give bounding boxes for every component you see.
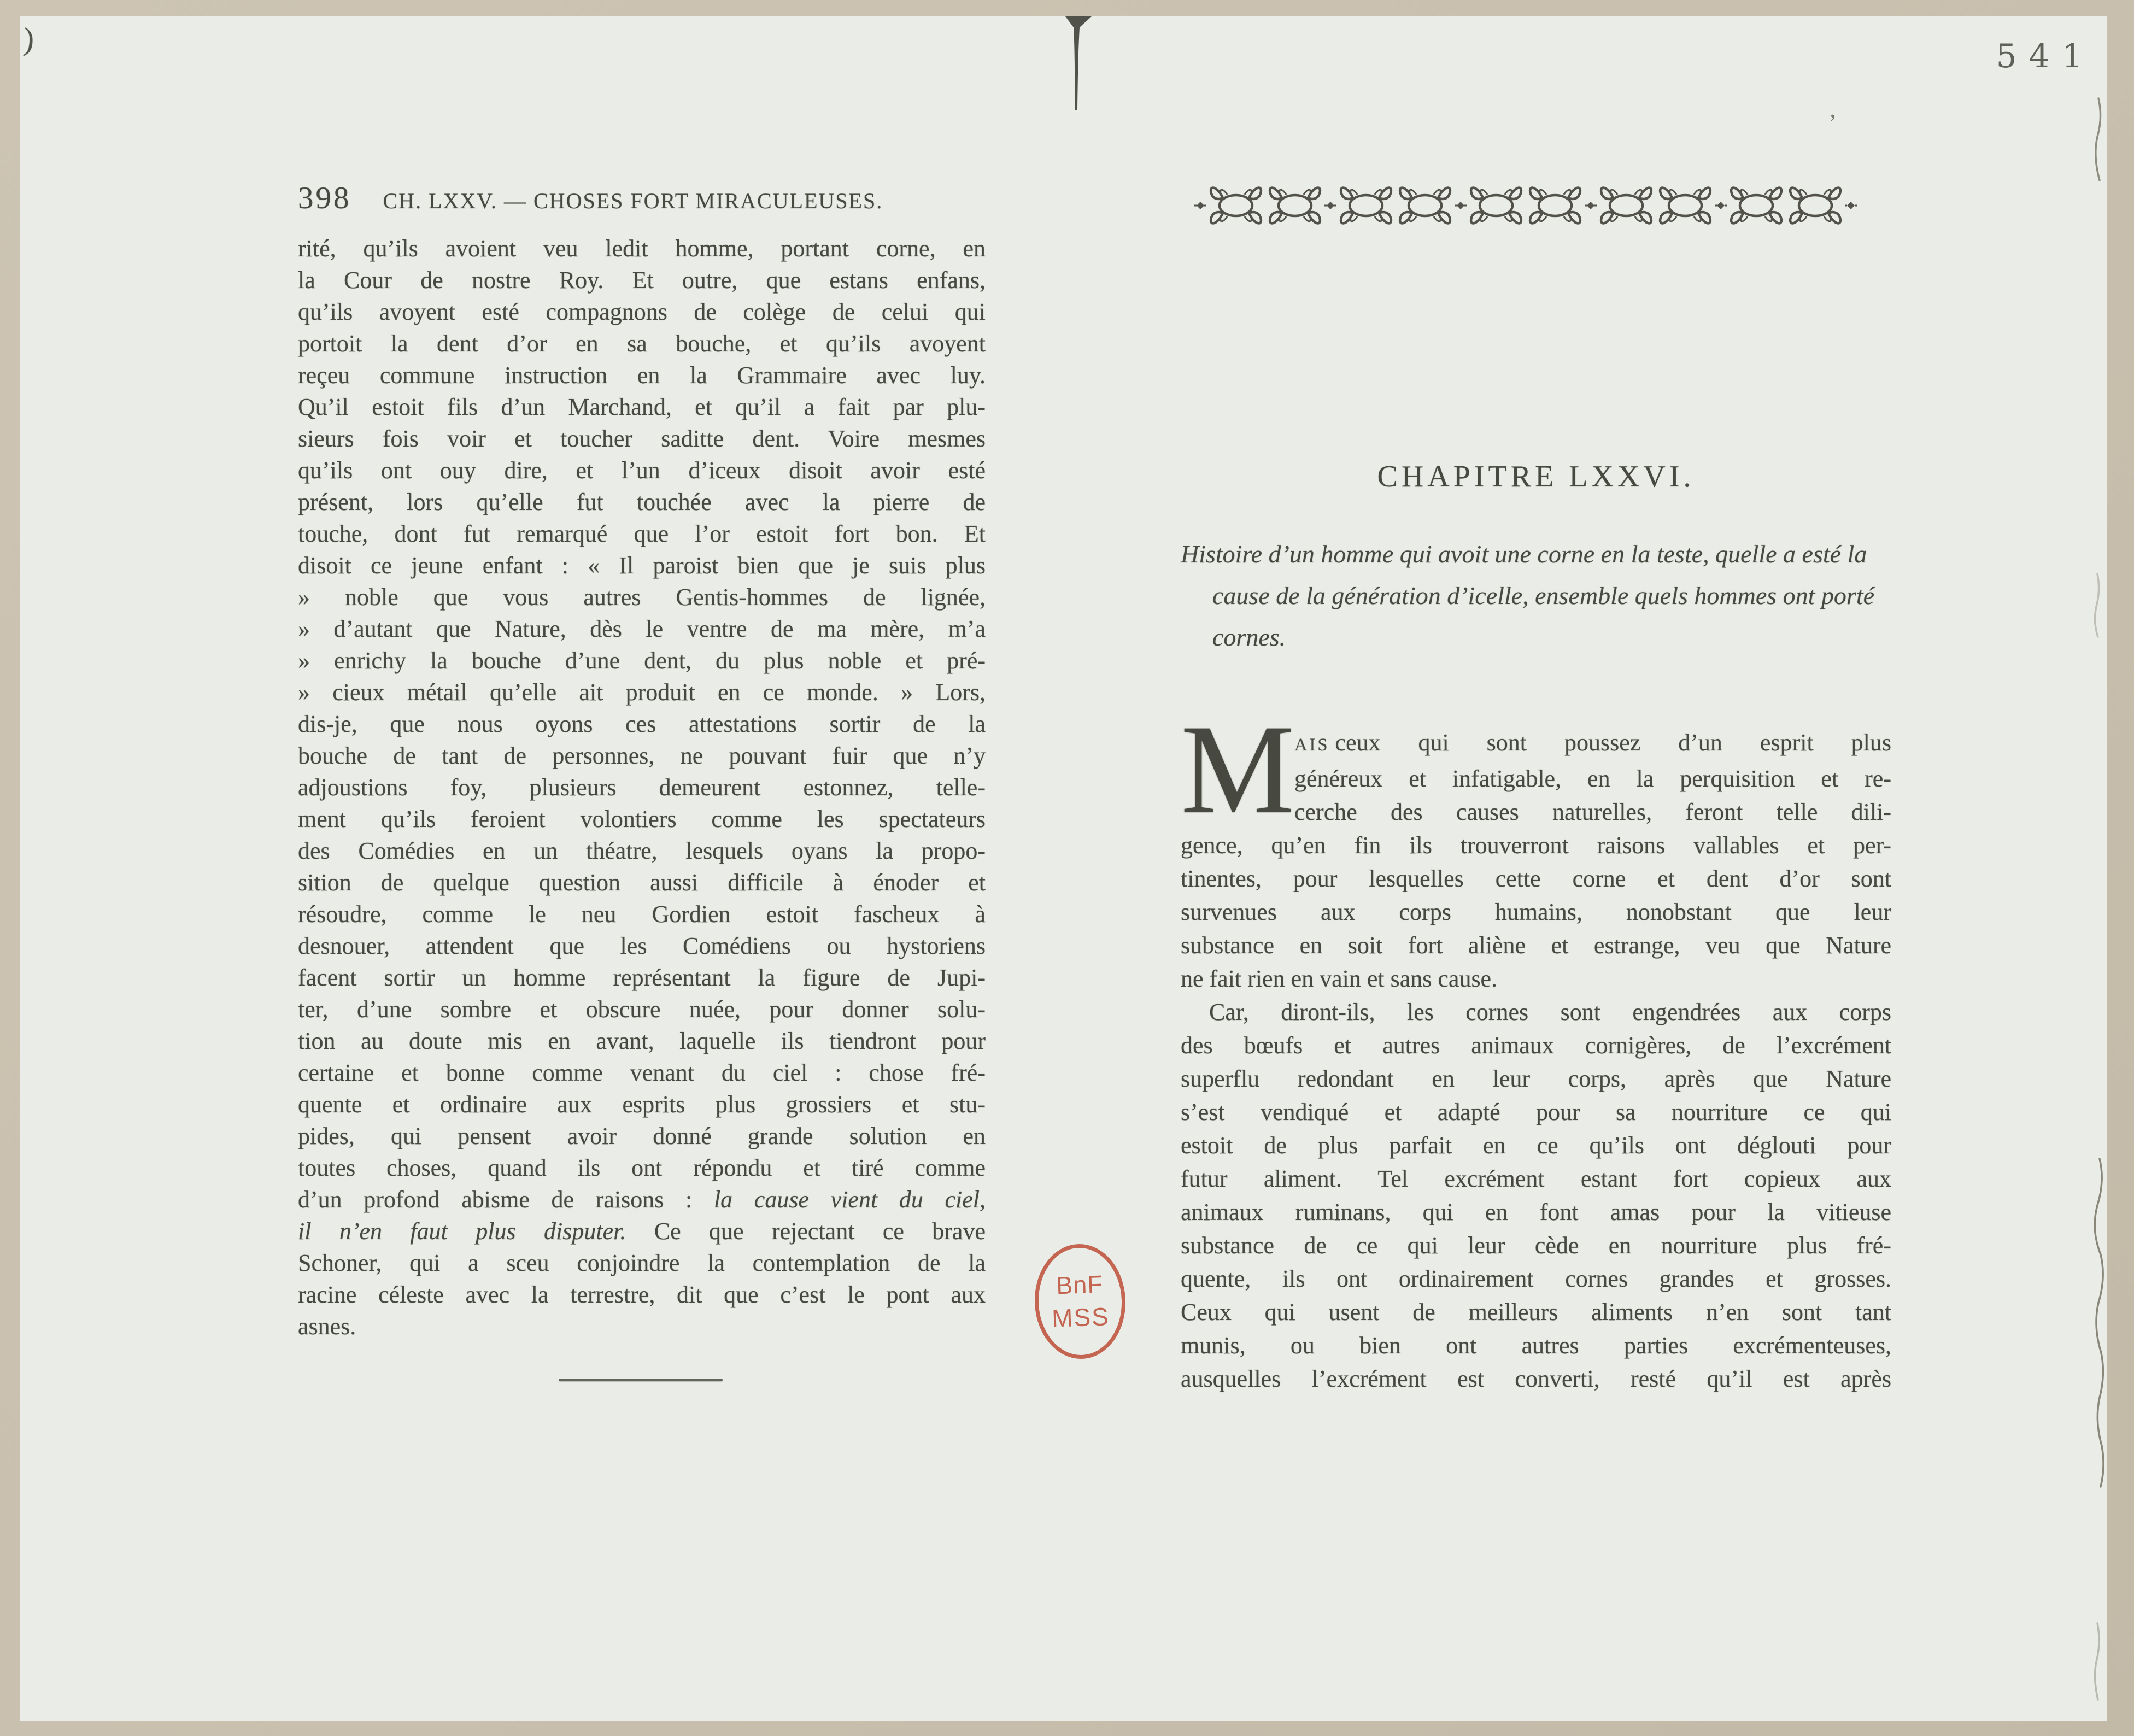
text-line: Car, diront-ils, les cornes sont engendrées aux corps (1209, 999, 1891, 1025)
left-page-number: 398 (298, 181, 351, 215)
text-line: tinentes, pour lesquelles cette corne et dent d’or sont (1181, 865, 1891, 892)
text-line: Qu’il estoit fils d’un Marchand, et qu’il a fait par plu- (298, 394, 986, 420)
text-line: substance en soit fort aliène et estrange, veu que Nature (1181, 932, 1891, 959)
text-line: animaux ruminans, qui en font amas pour la vitieuse (1181, 1199, 1891, 1225)
chapter-subtitle: Histoire d’un homme qui avoit une corne en la teste, quelle a esté la cause de la génération d’icelle, ensemble quels hommes ont porté cornes. (1181, 540, 1875, 651)
smallcaps-lead: AIS (1294, 735, 1330, 755)
text-line: quente et ordinaire aux esprits plus grossiers et stu- (298, 1091, 986, 1118)
text-line: généreux et infatigable, en la perquisition et re- (1294, 765, 1891, 792)
text-line: » enrichy la bouche d’une dent, du plus noble et pré- (298, 647, 986, 674)
text-line: résoudre, comme le neu Gordien estoit fascheux à (298, 901, 986, 928)
text-line: » d’autant que Nature, dès le ventre de ma mère, m’a (298, 615, 986, 642)
text-line: bouche de tant de personnes, ne pouvant fuir que n’y (298, 742, 986, 769)
stray-ink-mark: ’ (1828, 109, 1837, 137)
left-page-header (298, 180, 988, 223)
text-line: des bœufs et autres animaux cornigères, de l’excrément (1181, 1032, 1891, 1059)
text-line: futur aliment. Tel excrément estant fort copieux aux (1181, 1165, 1891, 1192)
left-column (298, 233, 986, 1342)
text-line: d’un profond abisme de raisons : la cause vient du ciel, (298, 1186, 986, 1213)
text-line: reçeu commune instruction en la Grammaire avec luy. (298, 362, 986, 389)
section-end-rule (559, 1379, 723, 1381)
chapter-heading: CHAPITRE LXXVI. (1377, 460, 1695, 494)
text-line: adjoustions foy, plusieurs demeurent estonnez, telle- (298, 774, 986, 801)
text-line: AIS ceux qui sont poussez d’un esprit plus (1294, 729, 1891, 756)
text-line: il n’en faut plus disputer. Ce que rejectant ce brave (298, 1218, 986, 1245)
text-line: asnes. (298, 1313, 356, 1340)
bnf-library-stamp (1033, 1242, 1127, 1360)
text-line: pides, qui pensent avoir donné grande solution en (298, 1123, 986, 1149)
text-line: Ceux qui usent de meilleurs aliments n’en sont tant (1181, 1299, 1891, 1326)
text-line: » noble que vous autres Gentis-hommes de lignée, (298, 584, 986, 611)
text-line: toutes choses, quand ils ont répondu et tiré comme (298, 1154, 986, 1181)
text-line: desnouer, attendent que les Comédiens ou hystoriens (298, 932, 986, 959)
text-line: qu’ils ont ouy dire, et l’un d’iceux disoit avoir esté (298, 457, 986, 484)
text-line: Schoner, qui a sceu conjoindre la contemplation de la (298, 1250, 986, 1276)
text-line: survenues aux corps humains, nonobstant que leur (1181, 899, 1891, 925)
folio-number: 541 (1996, 37, 2095, 75)
stamp-text-mss: MSS (1051, 1302, 1110, 1333)
text-line: superflu redondant en leur corps, après que Nature (1181, 1065, 1891, 1092)
text-line: s’est vendiqué et adapté pour sa nourriture ce qui (1181, 1099, 1891, 1125)
text-line: substance de ce qui leur cède en nourriture plus fré- (1181, 1232, 1891, 1259)
corner-ink-mark: ) (22, 21, 36, 57)
text-line: sieurs fois voir et toucher saditte dent. Voire mesmes (298, 425, 986, 452)
text-line: portoit la dent d’or en sa bouche, et qu’ils avoyent (298, 330, 986, 357)
text-line: ne fait rien en vain et sans cause. (1181, 965, 1498, 992)
text-line: qu’ils avoyent esté compagnons de colège de celui qui (298, 298, 986, 325)
text-line: ter, d’une sombre et obscure nuée, pour donner solu- (298, 996, 986, 1023)
text-line: gence, qu’en fin ils trouverront raisons vallables et per- (1181, 832, 1891, 859)
text-line: munis, ou bien ont autres parties excrémenteuses, (1181, 1332, 1891, 1359)
book-page-sheet (20, 16, 2107, 1721)
text-line: sition de quelque question aussi difficile à énoder et (298, 869, 986, 896)
right-column (1181, 698, 1891, 1395)
page-edge-marks (2079, 16, 2112, 1721)
text-line: » cieux métail qu’elle ait produit en ce monde. » Lors, (298, 679, 986, 706)
drop-cap: M (1181, 698, 1295, 840)
text-line: facent sortir un homme représentant la figure de Jupi- (298, 964, 986, 991)
text-line: touche, dont fut remarqué que l’or estoit fort bon. Et (298, 520, 986, 547)
text-line: ausquelles l’excrément est converti, resté qu’il est après (1181, 1365, 1891, 1392)
text-line: rité, qu’ils avoient veu ledit homme, portant corne, en (298, 235, 986, 262)
text-line: des Comédies en un théatre, lesquels oyans la propo- (298, 837, 986, 864)
text-line: quente, ils ont ordinairement cornes grandes et grosses. (1181, 1265, 1891, 1292)
binding-ink-streak (1060, 16, 1098, 120)
text-line: certaine et bonne comme venant du ciel : chose fré- (298, 1059, 986, 1086)
text-line: disoit ce jeune enfant : « Il paroist bien que je suis plus (298, 552, 986, 579)
text-line: tion au doute mis en avant, laquelle ils tiendront pour (298, 1028, 986, 1054)
text-line: cerche des causes naturelles, feront telle dili- (1294, 799, 1891, 825)
text-line: présent, lors qu’elle fut touchée avec la pierre de (298, 489, 986, 515)
text-line: ment qu’ils feroient volontiers comme les spectateurs (298, 806, 986, 832)
text-line: estoit de plus parfait en ce qu’ils ont déglouti pour (1181, 1132, 1891, 1159)
left-running-title: CH. LXXV. — CHOSES FORT MIRACULEUSES. (383, 189, 883, 213)
text-line: la Cour de nostre Roy. Et outre, que estans enfans, (298, 267, 986, 294)
stamp-text-bnf: BnF (1056, 1270, 1104, 1300)
text-line: racine céleste avec la terrestre, dit que c’est le pont aux (298, 1281, 986, 1308)
text-line: dis-je, que nous oyons ces attestations sortir de la (298, 711, 986, 737)
fleuron-ornament-band (1194, 179, 1857, 232)
